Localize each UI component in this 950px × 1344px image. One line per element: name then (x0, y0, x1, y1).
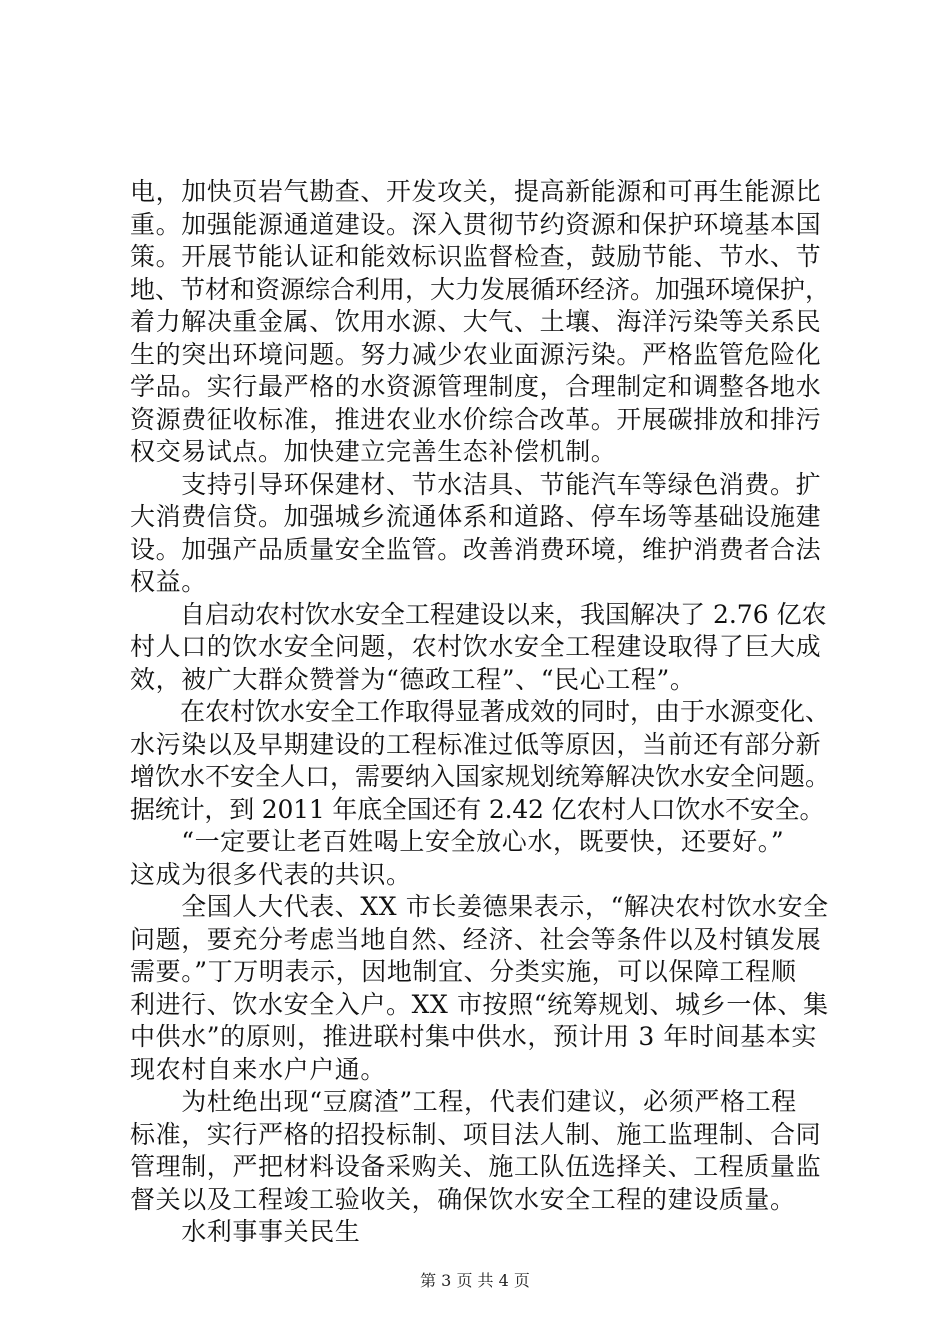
text-line: 标准，实行严格的招投标制、项目法人制、施工监理制、合同 (130, 1119, 822, 1149)
text-line: 水污染以及早期建设的工程标准过低等原因，当前还有部分新 (130, 729, 822, 759)
text-line: “一定要让老百姓喝上安全放心水，既要快，还要好。” (130, 827, 785, 856)
text-line: 学品。实行最严格的水资源管理制度，合理制定和调整各地水 (130, 372, 822, 401)
text-line: 需要。”丁万明表示，因地制宜、分类实施，可以保障工程顺 (130, 957, 797, 986)
text-line: 中供水”的原则，推进联村集中供水，预计用 3 年时间基本实 (130, 1022, 817, 1051)
document-body (130, 176, 830, 1249)
text-line: 地、节材和资源综合利用，大力发展循环经济。加强环境保护， (130, 274, 831, 304)
text-line: 这成为很多代表的共识。 (130, 859, 412, 889)
text-line: 重。加强能源通道建设。深入贯彻节约资源和保护环境基本国 (130, 209, 822, 239)
text-line: 生的突出环境问题。努力减少农业面源污染。严格监管危险化 (130, 339, 822, 369)
text-line: 水利事事关民生 (130, 1217, 361, 1246)
text-line: 据统计，到 2011 年底全国还有 2.42 亿农村人口饮水不安全。 (130, 794, 825, 824)
text-line: 效，被广大群众赞誉为“德政工程”、“民心工程”。 (130, 664, 696, 694)
text-line: 村人口的饮水安全问题，农村饮水安全工程建设取得了巨大成 (130, 632, 822, 661)
text-line: 大消费信贷。加强城乡流通体系和道路、停车场等基础设施建 (130, 502, 822, 531)
page-number-footer: 第 3 页 共 4 页 (420, 1271, 530, 1290)
text-line: 问题，要充分考虑当地自然、经济、社会等条件以及村镇发展 (130, 924, 822, 954)
text-line: 督关以及工程竣工验收关，确保饮水安全工程的建设质量。 (130, 1184, 796, 1214)
text-line: 管理制，严把材料设备采购关、施工队伍选择关、工程质量监 (130, 1152, 822, 1181)
text-line: 在农村饮水安全工作取得显著成效的同时，由于水源变化、 (130, 697, 831, 726)
text-line: 设。加强产品质量安全监管。改善消费环境，维护消费者合法 (130, 534, 822, 564)
text-line: 利进行、饮水安全入户。XX 市按照“统筹规划、城乡一体、集 (130, 989, 829, 1019)
text-line: 自启动农村饮水安全工程建设以来，我国解决了 2.76 亿农 (130, 599, 827, 629)
text-line: 权交易试点。加快建立完善生态补偿机制。 (130, 437, 617, 466)
text-line: 着力解决重金属、饮用水源、大气、土壤、海洋污染等关系民 (130, 307, 822, 336)
text-line: 资源费征收标准，推进农业水价综合改革。开展碳排放和排污 (130, 404, 822, 434)
text-line: 为杜绝出现“豆腐渣”工程，代表们建议，必须严格工程 (130, 1087, 797, 1116)
text-line: 权益。 (130, 567, 207, 596)
text-line: 全国人大代表、XX 市长姜德果表示，“解决农村饮水安全 (130, 892, 829, 921)
text-line: 支持引导环保建材、节水洁具、节能汽车等绿色消费。扩 (130, 469, 822, 499)
text-line: 电，加快页岩气勘查、开发攻关，提高新能源和可再生能源比 (130, 177, 822, 206)
text-line: 增饮水不安全人口，需要纳入国家规划统筹解决饮水安全问题。 (130, 762, 831, 791)
text-line: 现农村自来水户户通。 (130, 1054, 387, 1084)
text-line: 策。开展节能认证和能效标识监督检查，鼓励节能、节水、节 (130, 242, 822, 271)
